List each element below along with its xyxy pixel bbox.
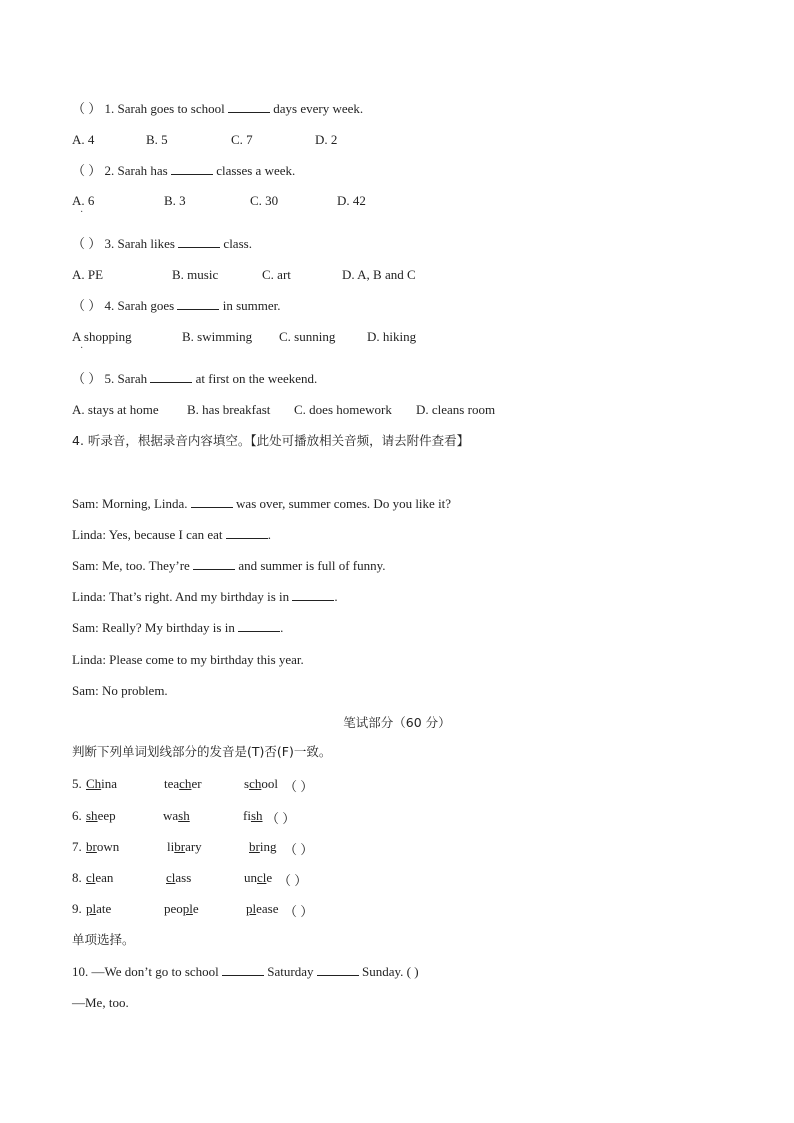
option[interactable]: C. 30: [250, 193, 279, 208]
section-4-title: 4. 听录音，根据录音内容填空。【此处可播放相关音频，请去附件查看】: [72, 433, 470, 448]
dialogue-text: .: [334, 589, 338, 604]
question-3: [72, 236, 252, 252]
dialogue-text: and summer is full of funny.: [238, 558, 386, 573]
option[interactable]: D. 2: [315, 132, 338, 147]
option[interactable]: C. sunning: [279, 329, 336, 344]
question-number: 3.: [104, 236, 115, 251]
question-number: 2.: [104, 163, 115, 178]
answer-paren[interactable]: （ ）: [72, 163, 102, 178]
dialogue-line: Sam: No problem.: [72, 683, 168, 698]
question-10-response: —Me, too.: [72, 995, 129, 1010]
answer-paren[interactable]: （ ）: [284, 904, 314, 919]
fill-blank[interactable]: [317, 964, 359, 976]
item-number: 6.: [72, 808, 82, 823]
fill-blank[interactable]: [292, 589, 334, 601]
instruction: 判断下列单词划线部分的发音是(T)否(F)一致。: [72, 744, 332, 759]
dialogue-line: [72, 620, 283, 636]
option[interactable]: A. stays at home: [72, 402, 159, 417]
option[interactable]: A. 6: [72, 193, 95, 208]
option[interactable]: A shopping: [72, 329, 132, 344]
word-1: sheep: [86, 808, 116, 823]
word-2: class: [166, 870, 192, 885]
question-4: [72, 298, 280, 314]
question-text: Sunday. ( ): [361, 964, 419, 979]
question-2: [72, 163, 295, 179]
fill-blank[interactable]: [171, 163, 213, 175]
word-1: brown: [86, 839, 120, 854]
written-section-title: 笔试部分（60 分）: [343, 715, 451, 730]
question-text: Sarah: [117, 371, 148, 386]
option[interactable]: A. PE: [72, 267, 104, 282]
dialogue-text: Sam: Morning, Linda.: [72, 496, 188, 511]
question-10: [72, 964, 419, 980]
question-number: 1.: [104, 101, 115, 116]
word-3: please: [246, 901, 279, 916]
option[interactable]: C. art: [262, 267, 291, 282]
dialogue-line: [72, 496, 451, 512]
item-number: 7.: [72, 839, 82, 854]
fill-blank[interactable]: [193, 558, 235, 570]
option[interactable]: D. A, B and C: [342, 267, 416, 282]
question-number: 5.: [104, 371, 115, 386]
fill-blank[interactable]: [191, 496, 233, 508]
dialogue-text: Linda: Yes, because I can eat: [72, 527, 223, 542]
answer-paren[interactable]: （ ）: [284, 842, 314, 857]
question-text: Saturday: [267, 964, 314, 979]
word-1: clean: [86, 870, 114, 885]
option[interactable]: B. swimming: [182, 329, 253, 344]
answer-paren[interactable]: （ ）: [72, 371, 102, 386]
option[interactable]: B. has breakfast: [187, 402, 271, 417]
dialogue-text: was over, summer comes. Do you like it?: [236, 496, 452, 511]
question-text: 10. —We don’t go to school: [72, 964, 219, 979]
option[interactable]: C. 7: [231, 132, 253, 147]
fill-blank[interactable]: [238, 620, 280, 632]
single-choice-title: 单项选择。: [72, 932, 135, 947]
dialogue-line: [72, 527, 271, 543]
answer-paren[interactable]: （ ）: [72, 101, 102, 116]
option[interactable]: A. 4: [72, 132, 95, 147]
answer-paren[interactable]: （ ）: [72, 236, 102, 251]
question-text: Sarah has: [117, 163, 168, 178]
dialogue-text: Linda: That’s right. And my birthday is in: [72, 589, 290, 604]
item-number: 8.: [72, 870, 82, 885]
fill-blank[interactable]: [150, 371, 192, 383]
dialogue-line: Linda: Please come to my birthday this year.: [72, 652, 304, 667]
question-1: [72, 101, 363, 117]
word-3: school: [244, 776, 278, 791]
word-3: bring: [249, 839, 277, 854]
option[interactable]: B. 3: [164, 193, 186, 208]
question-number: 4.: [104, 298, 115, 313]
question-text: days every week.: [273, 101, 364, 116]
item-number: 5.: [72, 776, 82, 791]
stray-dot: ·: [80, 343, 84, 354]
answer-paren[interactable]: （ ）: [266, 811, 296, 826]
word-3: fish: [243, 808, 263, 823]
dialogue-text: .: [267, 527, 272, 542]
word-1: plate: [86, 901, 112, 916]
dialogue-line: [72, 558, 386, 574]
option[interactable]: D. cleans room: [416, 402, 496, 417]
word-2: teacher: [164, 776, 202, 791]
dialogue-text: Sam: Really? My birthday is in: [72, 620, 235, 635]
option[interactable]: B. music: [172, 267, 219, 282]
question-text: at first on the weekend.: [195, 371, 318, 386]
word-1: China: [86, 776, 118, 791]
option[interactable]: D. 42: [337, 193, 366, 208]
fill-blank[interactable]: [228, 101, 270, 113]
fill-blank[interactable]: [177, 298, 219, 310]
option[interactable]: D. hiking: [367, 329, 417, 344]
dialogue-text: Sam: Me, too. They’re: [72, 558, 190, 573]
item-number: 9.: [72, 901, 82, 916]
fill-blank[interactable]: [222, 964, 264, 976]
word-2: people: [164, 901, 199, 916]
answer-paren[interactable]: （ ）: [284, 779, 314, 794]
question-text: Sarah goes: [117, 298, 175, 313]
option[interactable]: C. does homework: [294, 402, 392, 417]
question-5: [72, 371, 317, 387]
option[interactable]: B. 5: [146, 132, 168, 147]
answer-paren[interactable]: （ ）: [278, 873, 308, 888]
fill-blank[interactable]: [226, 527, 268, 539]
question-text: Sarah likes: [117, 236, 175, 251]
question-text: classes a week.: [216, 163, 296, 178]
answer-paren[interactable]: （ ）: [72, 298, 102, 313]
question-text: class.: [223, 236, 252, 251]
fill-blank[interactable]: [178, 236, 220, 248]
word-2: wash: [163, 808, 190, 823]
dialogue-text: .: [280, 620, 284, 635]
question-text: in summer.: [222, 298, 281, 313]
stray-dot: ·: [80, 207, 84, 218]
word-2: library: [167, 839, 202, 854]
word-3: uncle: [244, 870, 273, 885]
question-text: Sarah goes to school: [117, 101, 225, 116]
dialogue-line: [72, 589, 338, 605]
